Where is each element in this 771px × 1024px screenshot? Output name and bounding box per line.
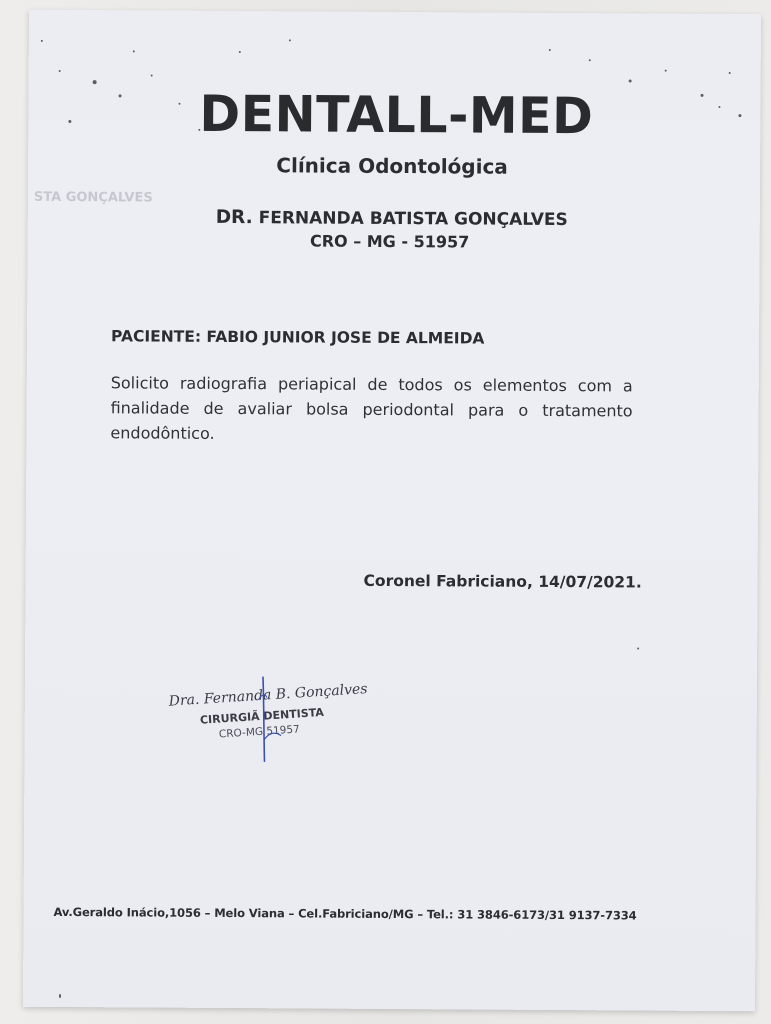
stamp-role: CIRURGIÃ DENTISTA	[199, 705, 325, 727]
ghost-print: STA GONÇALVES	[33, 189, 153, 206]
prescription-body: Solicito radiografia periapical de todos os elementos com a finalidade de avaliar bolsa periodontal para o tratamento endodôntico.	[110, 373, 633, 443]
patient-line: PACIENTE: FABIO JUNIOR JOSE DE ALMEIDA	[111, 327, 485, 348]
handwritten-signature	[250, 669, 321, 769]
doctor-cro: CRO – MG - 51957	[309, 231, 470, 252]
stamp-name: Dra. Fernanda B. Gonçalves	[168, 681, 368, 710]
doctor-name	[26, 206, 758, 231]
doctor-full-name: FERNANDA BATISTA GONÇALVES	[258, 208, 568, 231]
prescription-sheet	[23, 10, 761, 1011]
clinic-subtitle: Clínica Odontológica	[276, 153, 508, 179]
place-date: Coronel Fabriciano, 14/07/2021.	[363, 571, 642, 592]
doctor-prefix: DR.	[215, 206, 253, 229]
footer-address: Av.Geraldo Inácio,1056 – Melo Viana – Cel.Fabriciano/MG – Tel.: 31 3846-6173/31 9137-7334	[53, 904, 637, 923]
clinic-brand: DENTALL-MED	[199, 84, 594, 146]
stamp-cro: CRO-MG 51957	[218, 723, 301, 741]
